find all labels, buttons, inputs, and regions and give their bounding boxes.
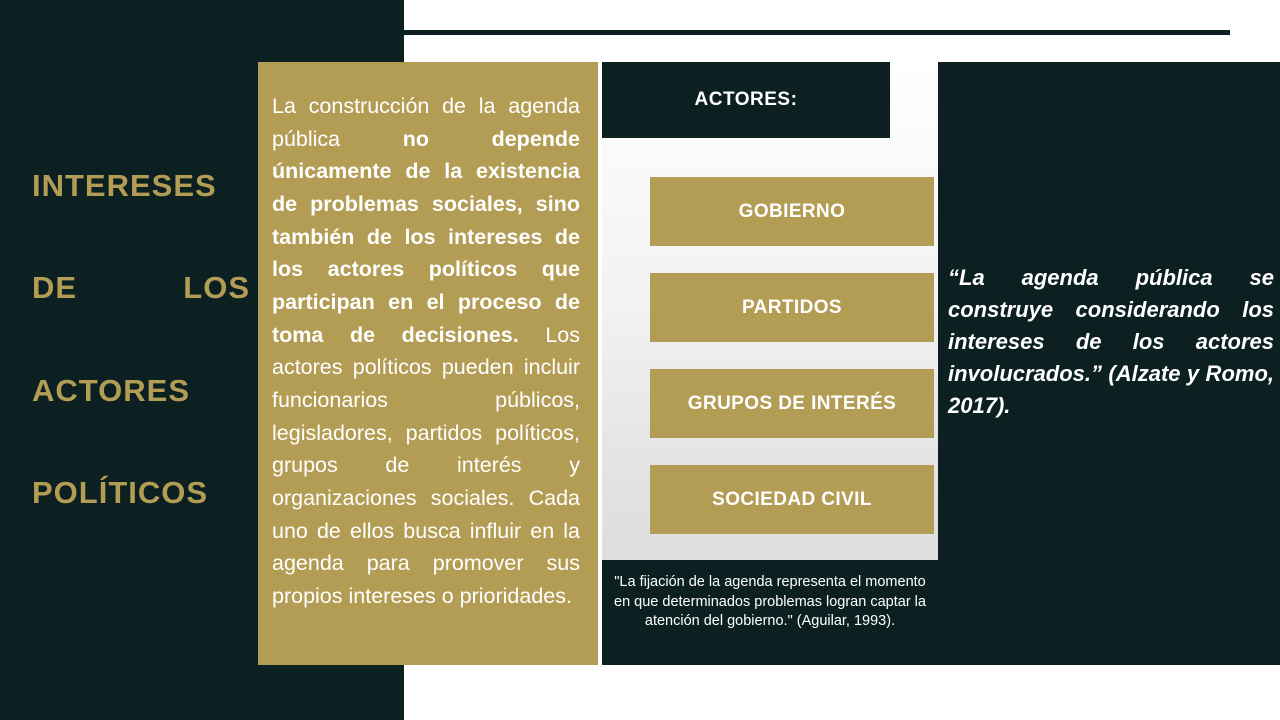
actor-item-label: PARTIDOS bbox=[742, 296, 842, 318]
page-title-line-1: INTERESES bbox=[32, 168, 217, 203]
page-title-line-4: POLÍTICOS bbox=[32, 474, 209, 510]
page-title-line-2: DE LOS bbox=[32, 270, 250, 306]
body-paragraph-part-1: La construcción de la agenda pública bbox=[272, 94, 580, 151]
actor-item-partidos bbox=[650, 273, 934, 342]
actor-item-grupos-de-interes bbox=[650, 369, 934, 438]
actor-item-label: GRUPOS DE INTERÉS bbox=[687, 392, 897, 414]
footnote-text: "La fijación de la agenda representa el momento en que determinados problemas logran captar la atención del gobierno." (Aguilar, 1993). bbox=[614, 574, 926, 630]
actors-header-label: ACTORES: bbox=[694, 89, 798, 110]
body-paragraph-bold: no depende únicamente de la existencia de problemas sociales, sino también de los intereses de los actores políticos que participan en el proceso de toma de decisiones. bbox=[272, 126, 580, 347]
actor-item-sociedad-civil bbox=[650, 465, 934, 534]
actors-header bbox=[602, 62, 890, 138]
page-title-line-3: ACTORES bbox=[32, 372, 191, 408]
actor-item-label: GOBIERNO bbox=[738, 200, 846, 222]
page-title bbox=[32, 160, 250, 569]
top-divider-rule bbox=[404, 30, 1230, 35]
body-paragraph-part-2: Los actores políticos pueden incluir funcionarios públicos, legisladores, partidos políticos, grupos de interés y organizaciones sociales. Cada uno de ellos busca influir en la agenda para promover sus propios intereses o prioridades. bbox=[272, 322, 581, 609]
actor-item-label: SOCIEDAD CIVIL bbox=[712, 488, 872, 510]
actor-item-gobierno bbox=[650, 177, 934, 246]
body-paragraph bbox=[272, 90, 580, 613]
body-text-panel bbox=[258, 62, 598, 665]
footnote-panel bbox=[602, 560, 938, 665]
pull-quote: “La agenda pública se construye considerando los intereses de los actores involucrados.” (Alzate y Romo, 2017). bbox=[948, 265, 1274, 418]
